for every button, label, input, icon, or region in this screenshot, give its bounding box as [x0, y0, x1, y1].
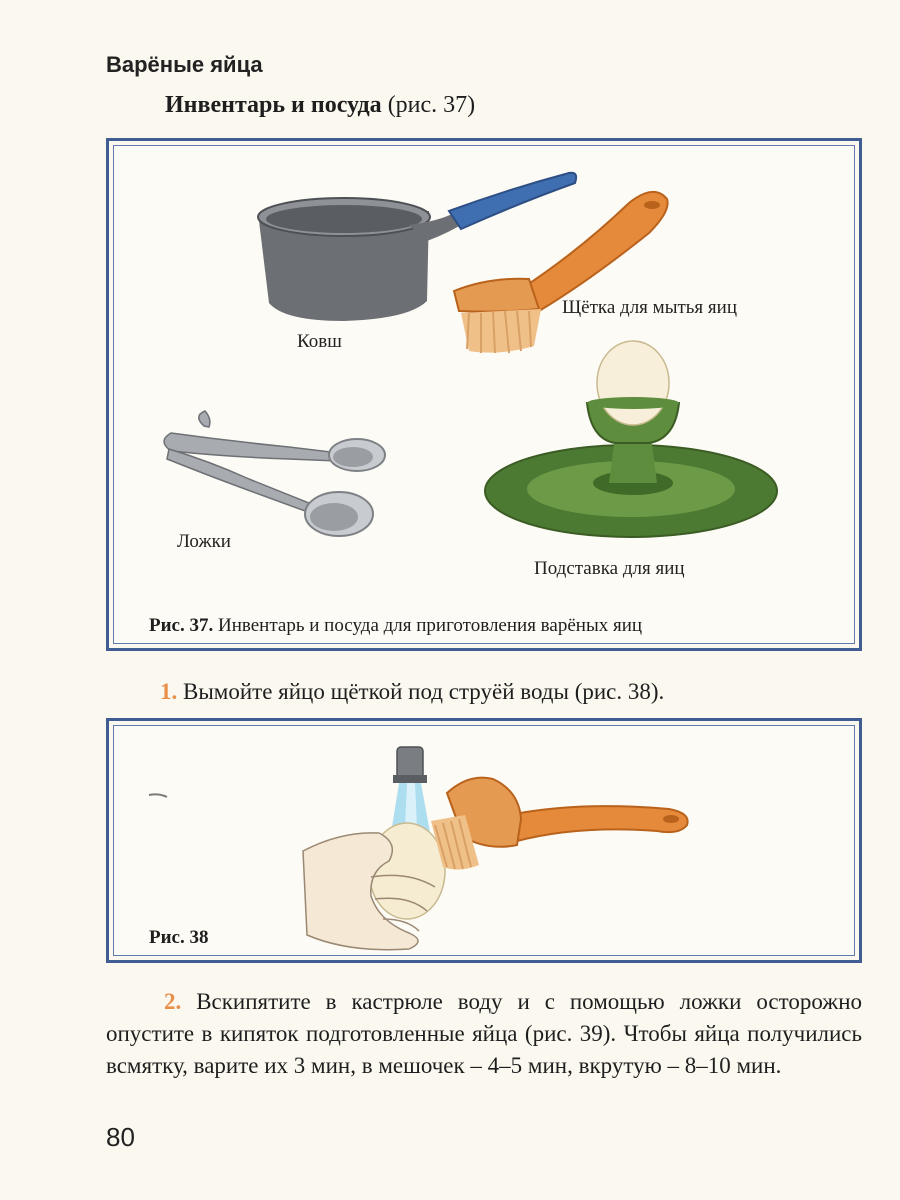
page-number: 80 — [106, 1122, 135, 1152]
egg-stand-label: Подставка для яиц — [534, 558, 685, 579]
figure-38-caption-text: Рис. 38 — [149, 927, 209, 948]
step-2-number: 2. — [164, 989, 182, 1014]
hand-with-egg-image — [303, 823, 445, 950]
ladle-label: Ковш — [297, 331, 342, 352]
step-1-number: 1. — [160, 679, 178, 704]
figure-38-illustration — [109, 721, 865, 966]
figure-37-caption-num: Рис. 37. — [149, 615, 214, 636]
brush-label: Щётка для мытья яиц — [562, 297, 737, 318]
section-title: Варёные яйца — [106, 52, 263, 77]
step-2-paragraph — [106, 986, 862, 1082]
washing-brush-image — [431, 778, 688, 870]
step-1 — [160, 676, 664, 708]
figure-37-illustration — [109, 141, 865, 654]
spoons-label: Ложки — [177, 531, 231, 552]
figure-37-frame — [106, 138, 862, 651]
step-2-text: Вскипятите в кастрюле воду и с помощью ложки осторожно опустите в кипяток подготовленные яйца (рис. 39). Чтобы яйца получились всмятку, варите их 3 мин, в мешочек – 4–5 мин, вкрутую – 8–10 мин. — [106, 989, 863, 1078]
figure-37-caption-text: Инвентарь и посуда для приготовления варёных яиц — [218, 615, 643, 636]
figure-38-frame — [106, 718, 862, 963]
figure-37-caption — [149, 615, 642, 637]
egg-stand-image — [485, 341, 777, 537]
subtitle-bold: Инвентарь и посуда — [165, 92, 382, 118]
figure-38-caption — [149, 927, 209, 949]
subtitle-figure-ref: (рис. 37) — [387, 92, 476, 118]
step-1-text: Вымойте яйцо щёткой под струёй воды (рис. 38). — [183, 679, 665, 704]
subtitle — [165, 92, 475, 119]
speck-mark — [149, 794, 167, 797]
spoons-image — [164, 411, 385, 536]
